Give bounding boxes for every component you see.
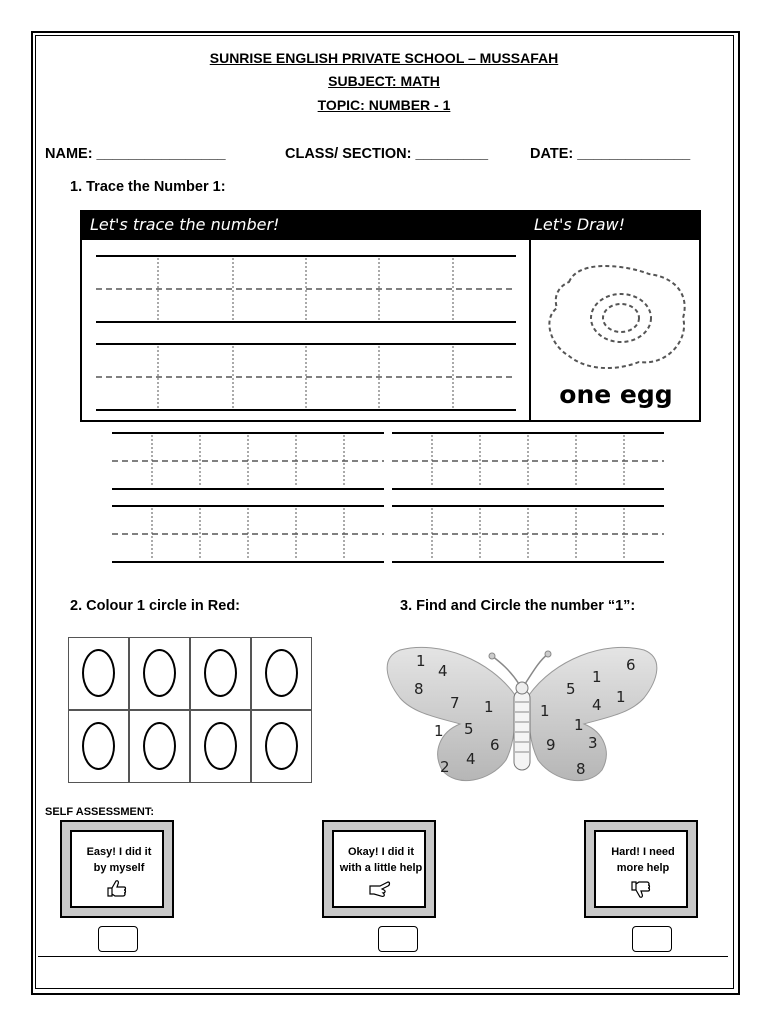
butterfly-number[interactable]: 1 <box>484 698 494 716</box>
butterfly-number[interactable]: 9 <box>546 736 556 754</box>
circle-shape[interactable] <box>204 649 237 697</box>
circle-shape[interactable] <box>143 722 176 770</box>
date-field[interactable]: DATE: ______________ <box>530 146 691 162</box>
assessment-text <box>72 844 166 876</box>
circle-shape[interactable] <box>82 649 115 697</box>
frame <box>60 820 174 918</box>
butterfly-number[interactable]: 1 <box>592 668 602 686</box>
circle-shape[interactable] <box>143 649 176 697</box>
class-section-field[interactable]: CLASS/ SECTION: _________ <box>285 146 489 162</box>
question-2-title: 2. Colour 1 circle in Red: <box>70 598 241 614</box>
frame-inner <box>332 830 426 908</box>
frame <box>322 820 436 918</box>
thumb-sideways-icon <box>368 878 392 900</box>
draw-panel[interactable] <box>529 240 701 420</box>
self-assessment-hard <box>584 820 698 918</box>
circle-cell[interactable] <box>68 637 129 710</box>
name-field[interactable]: NAME: ________________ <box>45 146 226 162</box>
question-3-title: 3. Find and Circle the number “1”: <box>400 598 636 614</box>
butterfly-number[interactable]: 2 <box>440 758 450 776</box>
self-assessment-easy <box>60 820 174 918</box>
butterfly-number[interactable]: 1 <box>616 688 626 706</box>
fried-egg-icon <box>539 248 693 376</box>
assessment-line: by myself <box>93 862 145 874</box>
butterfly-number[interactable]: 5 <box>464 720 474 738</box>
butterfly-number[interactable]: 5 <box>566 680 576 698</box>
butterfly-number[interactable]: 4 <box>466 750 476 768</box>
circle-shape[interactable] <box>265 722 298 770</box>
assessment-checkbox-hard[interactable] <box>632 926 672 952</box>
trace-card <box>80 210 701 422</box>
circle-cell[interactable] <box>129 637 190 710</box>
butterfly-number[interactable]: 1 <box>416 652 426 670</box>
assessment-line: Okay! I did it <box>347 846 414 858</box>
draw-caption: one egg <box>559 380 673 409</box>
circle-cell[interactable] <box>129 710 190 783</box>
trace-grid-right[interactable] <box>392 428 664 568</box>
butterfly-number[interactable]: 3 <box>588 734 598 752</box>
assessment-checkbox-okay[interactable] <box>378 926 418 952</box>
assessment-line: with a little help <box>339 862 423 874</box>
footer-divider <box>38 956 728 957</box>
butterfly-number[interactable]: 4 <box>592 696 602 714</box>
assessment-line: Easy! I did it <box>86 846 152 858</box>
butterfly-number[interactable]: 6 <box>626 656 636 674</box>
assessment-line: more help <box>616 862 670 874</box>
assessment-checkbox-easy[interactable] <box>98 926 138 952</box>
circle-shape[interactable] <box>204 722 237 770</box>
butterfly-number[interactable]: 1 <box>434 722 444 740</box>
circle-cell[interactable] <box>251 710 312 783</box>
frame-inner <box>70 830 164 908</box>
trace-grid-top[interactable] <box>96 248 516 414</box>
question-1-title: 1. Trace the Number 1: <box>70 179 226 195</box>
trace-banner-text: Let's trace the number! <box>90 215 280 234</box>
assessment-line: Hard! I need <box>611 846 675 858</box>
thumbs-up-icon <box>106 878 130 900</box>
butterfly-number[interactable]: 1 <box>574 716 584 734</box>
circle-cell[interactable] <box>68 710 129 783</box>
butterfly-number[interactable]: 8 <box>414 680 424 698</box>
frame-inner <box>594 830 688 908</box>
assessment-text <box>334 844 428 876</box>
trace-grid-left[interactable] <box>112 428 384 568</box>
frame <box>584 820 698 918</box>
thumbs-down-icon <box>630 878 654 900</box>
circle-cell[interactable] <box>251 637 312 710</box>
assessment-text <box>596 844 690 876</box>
circle-grid <box>68 637 312 784</box>
trace-banner <box>82 212 699 240</box>
circle-shape[interactable] <box>82 722 115 770</box>
butterfly-icon[interactable] <box>380 640 670 790</box>
self-assessment-okay <box>322 820 436 918</box>
butterfly-number[interactable]: 1 <box>540 702 550 720</box>
topic-title: TOPIC: NUMBER - 1 <box>317 97 451 113</box>
butterfly-number[interactable]: 6 <box>490 736 500 754</box>
self-assessment-label: SELF ASSESSMENT: <box>45 806 154 818</box>
circle-shape[interactable] <box>265 649 298 697</box>
school-name: SUNRISE ENGLISH PRIVATE SCHOOL – MUSSAFAH <box>209 50 559 66</box>
subject-title: SUBJECT: MATH <box>328 73 440 89</box>
butterfly-number[interactable]: 7 <box>450 694 460 712</box>
circle-cell[interactable] <box>190 710 251 783</box>
butterfly-number[interactable]: 8 <box>576 760 586 778</box>
butterfly-number[interactable]: 4 <box>438 662 448 680</box>
draw-banner-text: Let's Draw! <box>534 215 626 234</box>
circle-cell[interactable] <box>190 637 251 710</box>
